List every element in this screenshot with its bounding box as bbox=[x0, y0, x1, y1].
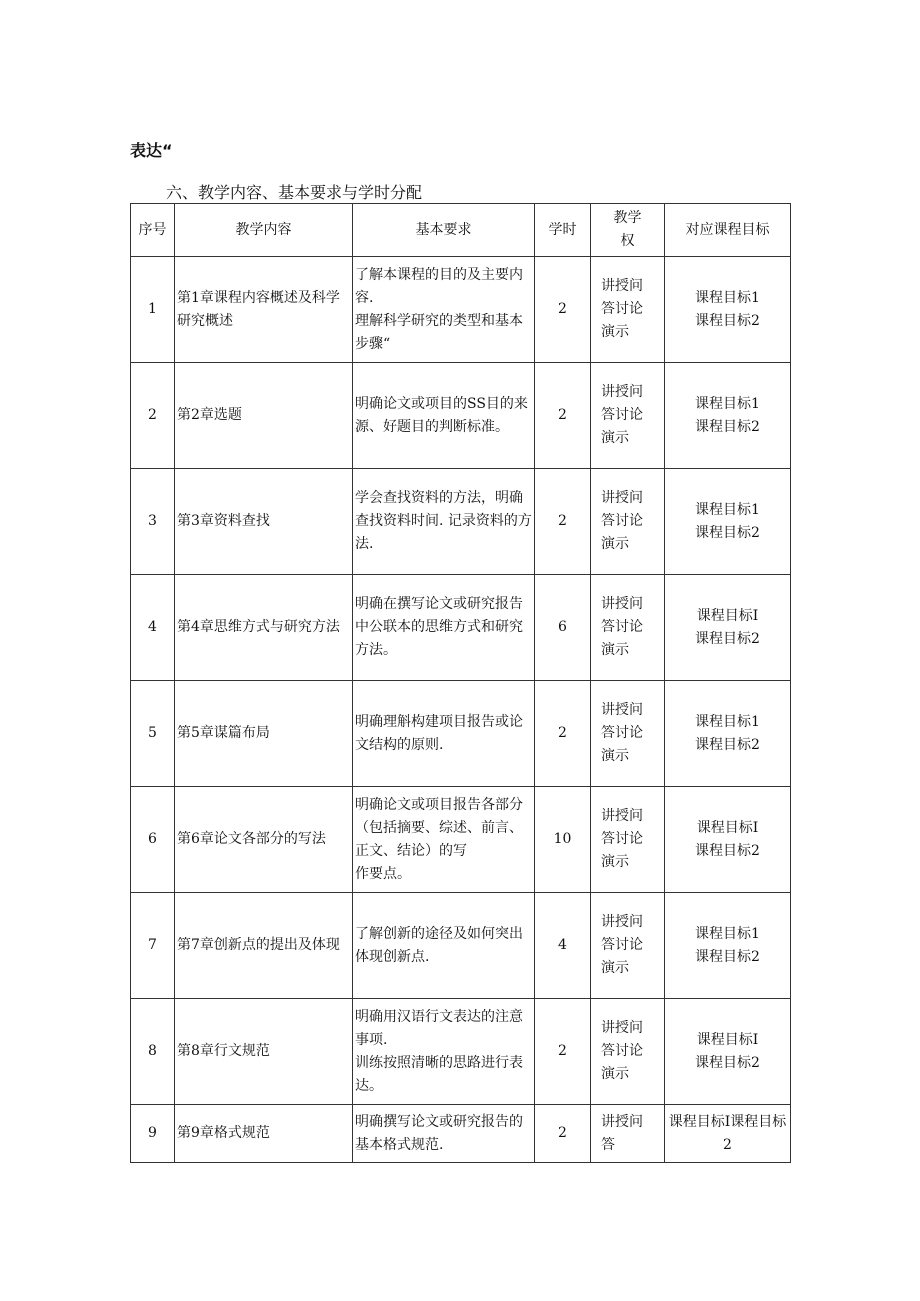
row-content: 第1章课程内容概述及科学研究概述 bbox=[175, 257, 353, 363]
row-requirement bbox=[353, 575, 535, 681]
row-hours: 4 bbox=[535, 893, 591, 999]
header-method bbox=[591, 204, 665, 257]
table-row bbox=[131, 257, 791, 363]
row-method-line: 讲授问 bbox=[601, 1113, 643, 1130]
row-goal-line: 课程目标I bbox=[696, 1031, 759, 1048]
row-goal-line: 课程目标2 bbox=[695, 736, 760, 753]
row-goal bbox=[665, 469, 791, 575]
row-method-line: 答讨论 bbox=[601, 619, 643, 635]
table-body bbox=[131, 257, 791, 1163]
header-method-line: 教学 bbox=[613, 210, 642, 226]
row-method bbox=[591, 681, 665, 787]
row-method bbox=[591, 257, 665, 363]
row-goal bbox=[665, 363, 791, 469]
table-row bbox=[131, 999, 791, 1105]
row-requirement bbox=[353, 257, 535, 363]
row-goal-line: 课程目标1 bbox=[695, 395, 760, 412]
header-method-line: 权 bbox=[620, 233, 635, 249]
row-goal bbox=[665, 681, 791, 787]
lead-text: 表达“ bbox=[130, 141, 173, 160]
table-row bbox=[131, 1105, 791, 1163]
row-method-line: 演示 bbox=[601, 324, 629, 340]
row-method bbox=[591, 1105, 665, 1163]
row-method-line: 答讨论 bbox=[601, 1043, 643, 1059]
row-method bbox=[591, 787, 665, 893]
row-goal-line: 课程目标2 bbox=[695, 842, 760, 859]
row-number: 3 bbox=[131, 469, 175, 575]
row-goal-line: 课程目标I bbox=[696, 607, 759, 624]
row-content: 第3章资料查找 bbox=[175, 469, 353, 575]
row-goal-line: 课程目标2 bbox=[695, 630, 760, 647]
row-requirement-line: 训练按照清晰的思路进行表达。 bbox=[355, 1054, 523, 1094]
row-hours: 2 bbox=[535, 1105, 591, 1163]
header-content: 教学内容 bbox=[175, 204, 353, 257]
row-goal-line: 课程目标2 bbox=[695, 418, 760, 435]
row-goal bbox=[665, 999, 791, 1105]
row-requirement-line: 明确撰写论文或研究报告的基本格式规范. bbox=[355, 1113, 523, 1153]
header-goal: 对应课程目标 bbox=[665, 204, 791, 257]
row-method-line: 讲授问 bbox=[601, 914, 643, 930]
row-goal-line: 课程目标1 bbox=[695, 289, 760, 306]
row-method-line: 演示 bbox=[601, 642, 629, 658]
row-requirement-line: 作要点。 bbox=[355, 865, 411, 882]
row-requirement bbox=[353, 681, 535, 787]
row-goal-line: 课程目标2 bbox=[695, 948, 760, 965]
row-method bbox=[591, 893, 665, 999]
row-requirement-line: 明确在撰写论文或研究报告中公联本的思维方式和研究方法。 bbox=[355, 596, 523, 658]
row-number: 5 bbox=[131, 681, 175, 787]
row-method-line: 答讨论 bbox=[601, 725, 643, 741]
row-hours: 2 bbox=[535, 257, 591, 363]
row-requirement-line: 明确论文或项目报告各部分（包括摘要、综述、前言、正文、结论）的写 bbox=[355, 796, 523, 859]
row-method bbox=[591, 999, 665, 1105]
table-row bbox=[131, 893, 791, 999]
row-method bbox=[591, 575, 665, 681]
row-method-line: 演示 bbox=[601, 960, 629, 976]
row-goal bbox=[665, 575, 791, 681]
row-method-line: 讲授问 bbox=[601, 808, 643, 824]
row-method bbox=[591, 363, 665, 469]
header-hours: 学时 bbox=[535, 204, 591, 257]
row-goal-line: 课程目标1 bbox=[695, 501, 760, 518]
row-method-line: 答讨论 bbox=[601, 513, 643, 529]
row-goal bbox=[665, 787, 791, 893]
row-hours: 2 bbox=[535, 363, 591, 469]
row-goal bbox=[665, 1105, 791, 1163]
row-content: 第6章论文各部分的写法 bbox=[175, 787, 353, 893]
row-goal bbox=[665, 893, 791, 999]
row-number: 6 bbox=[131, 787, 175, 893]
row-method-line: 答 bbox=[601, 1136, 615, 1153]
row-requirement-line: 了解创新的途径及如何突出体现创新点. bbox=[355, 925, 523, 965]
row-method-line: 演示 bbox=[601, 854, 629, 870]
row-method-line: 演示 bbox=[601, 536, 629, 552]
row-number: 2 bbox=[131, 363, 175, 469]
row-goal-line: 课程目标I bbox=[696, 819, 759, 836]
row-requirement-line: 明确理斛构建项目报告或论文结构的原则. bbox=[355, 713, 523, 753]
row-method-line: 演示 bbox=[601, 430, 629, 446]
row-requirement-line: 明确用汉语行文表达的注意事项. bbox=[355, 1008, 523, 1048]
row-method-line: 讲授问 bbox=[601, 278, 643, 294]
teaching-content-table bbox=[130, 203, 791, 1163]
header-requirement: 基本要求 bbox=[353, 204, 535, 257]
table-header-row bbox=[131, 204, 791, 257]
row-method-line: 答讨论 bbox=[601, 937, 643, 953]
row-method-line: 讲授问 bbox=[601, 702, 643, 718]
row-content: 第8章行文规范 bbox=[175, 999, 353, 1105]
row-goal-line: 课程目标2 bbox=[695, 1054, 760, 1071]
row-content: 第7章创新点的提出及体现 bbox=[175, 893, 353, 999]
row-method-line: 讲授问 bbox=[601, 596, 643, 612]
table-row bbox=[131, 681, 791, 787]
row-method-line: 讲授问 bbox=[601, 1020, 643, 1036]
row-number: 7 bbox=[131, 893, 175, 999]
row-hours: 2 bbox=[535, 999, 591, 1105]
row-method-line: 演示 bbox=[601, 1066, 629, 1082]
row-requirement bbox=[353, 893, 535, 999]
table-row bbox=[131, 787, 791, 893]
row-requirement bbox=[353, 469, 535, 575]
row-number: 4 bbox=[131, 575, 175, 681]
row-goal-line: 课程目标2 bbox=[695, 524, 760, 541]
row-goal-line: 课程目标I课程目标2 bbox=[668, 1113, 787, 1153]
table-row bbox=[131, 575, 791, 681]
row-number: 9 bbox=[131, 1105, 175, 1163]
header-no: 序号 bbox=[131, 204, 175, 257]
row-method-line: 讲授问 bbox=[601, 384, 643, 400]
row-requirement bbox=[353, 1105, 535, 1163]
row-number: 1 bbox=[131, 257, 175, 363]
row-method-line: 演示 bbox=[601, 748, 629, 764]
row-hours: 6 bbox=[535, 575, 591, 681]
row-method-line: 答讨论 bbox=[601, 301, 643, 317]
row-method bbox=[591, 469, 665, 575]
row-requirement bbox=[353, 363, 535, 469]
row-method-line: 讲授问 bbox=[601, 490, 643, 506]
table-row bbox=[131, 363, 791, 469]
row-goal-line: 课程目标2 bbox=[695, 312, 760, 329]
row-goal-line: 课程目标1 bbox=[695, 925, 760, 942]
table-row bbox=[131, 469, 791, 575]
row-requirement-line: 了解本课程的目的及主要内容. bbox=[355, 266, 523, 306]
row-number: 8 bbox=[131, 999, 175, 1105]
row-content: 第4章思维方式与研究方法 bbox=[175, 575, 353, 681]
row-content: 第9章格式规范 bbox=[175, 1105, 353, 1163]
row-content: 第2章选题 bbox=[175, 363, 353, 469]
row-requirement bbox=[353, 999, 535, 1105]
row-hours: 10 bbox=[535, 787, 591, 893]
row-goal-line: 课程目标1 bbox=[695, 713, 760, 730]
row-goal bbox=[665, 257, 791, 363]
row-hours: 2 bbox=[535, 681, 591, 787]
row-content: 第5章谋篇布局 bbox=[175, 681, 353, 787]
row-requirement bbox=[353, 787, 535, 893]
row-method-line: 答讨论 bbox=[601, 407, 643, 423]
row-requirement-line: 学会查找资料的方法，明确查找资料时间. 记录资料的方法. bbox=[355, 490, 532, 552]
row-requirement-line: 理解科学研究的类型和基本步骤“ bbox=[355, 312, 523, 352]
section-heading: 六、教学内容、基本要求与学时分配 bbox=[166, 183, 423, 202]
row-hours: 2 bbox=[535, 469, 591, 575]
row-method-line: 答讨论 bbox=[601, 831, 643, 847]
row-requirement-line: 明确论文或项目的SS目的来源、好题目的判断标准。 bbox=[355, 395, 528, 435]
